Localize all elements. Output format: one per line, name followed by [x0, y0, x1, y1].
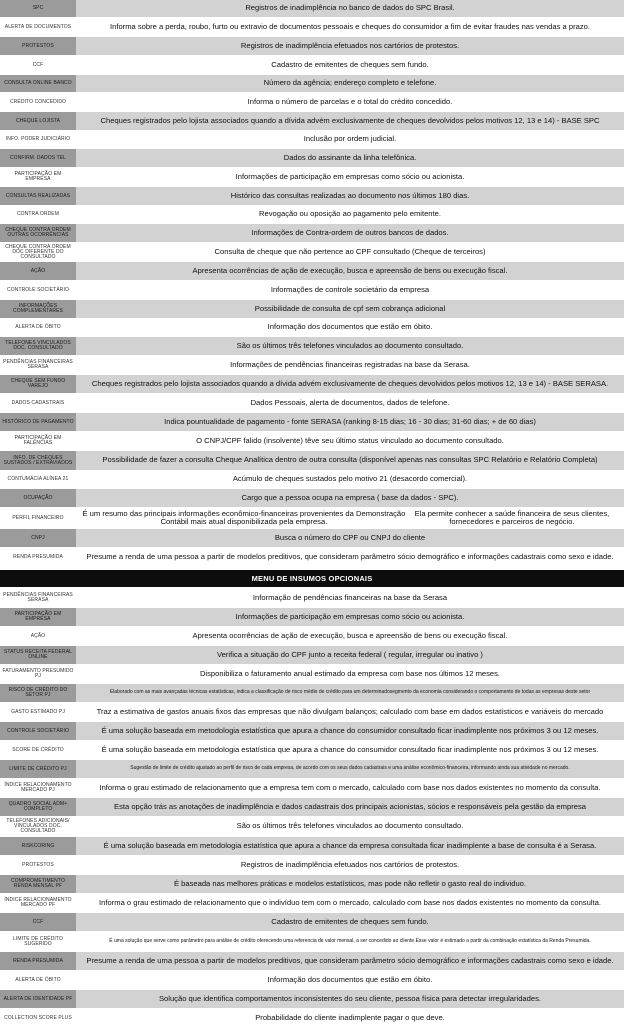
row-label: PARTICIPAÇÃO EM FALÊNCIAS — [0, 432, 76, 450]
row-label: DADOS CADASTRAIS — [0, 394, 76, 412]
description-text: Acúmulo de cheques sustados pelo motivo 21 (desacordo comercial). — [232, 474, 468, 484]
row-description — [76, 971, 624, 989]
table-row — [0, 760, 624, 779]
optional-menu-header: MENU DE INSUMOS OPCIONAIS — [0, 570, 624, 587]
table-row — [0, 131, 624, 149]
row-label: CCF — [0, 913, 76, 931]
description-text: Apresenta ocorrências de ação de execução, busca e apreensão de bens ou execução fiscal. — [192, 265, 508, 275]
row-description — [76, 300, 624, 318]
description-text: Informação de pendências financeiras na base da Serasa — [252, 592, 448, 602]
row-label: RISCO DE CRÉDITO DO SETOR PJ — [0, 684, 76, 702]
optional-inputs-section — [0, 589, 624, 1028]
row-description — [76, 56, 624, 74]
row-label: CHEQUE CONTRA ORDEM DOC DIFERENTE DO CONSULTADO — [0, 243, 76, 261]
row-description — [76, 913, 624, 931]
description-text-line2: Ela permite conhecer a saúde financeira de seus clientes, fornecedores e parceiros de negócio. — [414, 508, 610, 526]
row-description — [76, 703, 624, 721]
table-row — [0, 952, 624, 971]
table-row — [0, 93, 624, 112]
row-label: CONTUMÁCIA ALÍNEA 21 — [0, 471, 76, 488]
table-row — [0, 168, 624, 187]
row-label: STATUS RECEITA FEDERAL ONLINE — [0, 646, 76, 664]
row-description — [76, 894, 624, 912]
table-row — [0, 0, 624, 18]
row-description — [76, 471, 624, 488]
description-text: É uma solução que serve como parâmetro para análise de crédito oferecendo uma referencia de valor mensal, a ser concedido ao cliente. — [109, 937, 416, 944]
description-text: Informações de participação em empresas como sócio ou acionista. — [235, 171, 465, 181]
row-label: INFO. DE CHEQUES SUSTADOS / EXTRAVIADOS — [0, 451, 76, 470]
table-row — [0, 262, 624, 281]
row-label: HISTÓRICO DE PAGAMENTO — [0, 413, 76, 431]
description-text: Apresenta ocorrências de ação de execução, busca e apreensão de bens ou execução fiscal. — [192, 630, 508, 640]
table-row — [0, 894, 624, 913]
row-label: CONTROLE SOCIETÁRIO — [0, 722, 76, 740]
description-text: É uma solução baseada em metodologia estatística que apura a chance do consumidor consultado ficar inadimplente nos próximos 3 ou 12 meses. — [101, 744, 599, 754]
row-label: CONTROLE SOCIETÁRIO — [0, 281, 76, 299]
table-row — [0, 508, 624, 529]
description-text: Busca o número do CPF ou CNPJ do cliente — [274, 532, 426, 542]
row-label: PARTICIPAÇÃO EM EMPRESA — [0, 168, 76, 186]
row-description — [76, 131, 624, 148]
description-text: Informa sobre a perda, roubo, furto ou extravio de documentos pessoais e cheques do consumidor a fim de evitar fraudes nas vendas a prazo. — [110, 21, 590, 31]
row-label: CHEQUE LOJISTA — [0, 112, 76, 130]
description-text: Dados Pessoais, alerta de documentos, dados de telefone. — [250, 397, 450, 407]
row-description — [76, 337, 624, 355]
table-row — [0, 356, 624, 375]
row-label: PROTESTOS — [0, 37, 76, 55]
row-description — [76, 589, 624, 607]
row-description — [76, 168, 624, 186]
row-label: ALERTA DE DOCUMENTOS — [0, 18, 76, 36]
table-row — [0, 817, 624, 837]
table-row — [0, 432, 624, 451]
row-description — [76, 741, 624, 759]
row-description — [76, 548, 624, 566]
row-label: LIMITE DE CRÉDITO SUGERIDO — [0, 932, 76, 951]
description-text: O CNPJ/CPF falido (insolvente) têve seu último status vinculado ao documento consultado. — [196, 435, 504, 445]
table-row — [0, 471, 624, 489]
row-description — [76, 875, 624, 893]
description-text: Informações de pendências financeiras registradas na base da Serasa. — [230, 359, 470, 369]
row-description — [76, 856, 624, 874]
table-row — [0, 932, 624, 952]
row-description — [76, 413, 624, 431]
row-label: CNPJ — [0, 529, 76, 547]
table-row — [0, 798, 624, 817]
description-text: Inclusão por ordem judicial. — [303, 134, 397, 144]
row-description — [76, 817, 624, 836]
row-label: QUADRO SOCIAL ADM+ COMPLETO — [0, 798, 76, 816]
description-text: Indica pountualidade de pagamento - fonte SERASA (ranking 8-15 dias; 16 - 30 dias; 31-60 dias; + de 60 dias) — [164, 416, 536, 426]
row-description — [76, 356, 624, 374]
row-description — [76, 952, 624, 970]
description-text: Informa o número de parcelas e o total do crédito concedido. — [247, 96, 453, 106]
row-label: OCUPAÇÃO — [0, 489, 76, 507]
description-text: Cheques registrados pelo lojista associados quando a dívida advém exclusivamente de cheques devolvidos pelos motivos 12, 13 e 14) - BASE SPC — [100, 115, 600, 125]
description-text: Sugestão de limite de crédito ajustado ao perfil de risco de cada empresa, de acordo com os seus dados cadastrais e uma análise econômico-financeira, informando ainda sua atividade no mercado. — [130, 765, 570, 772]
description-text: Informa o grau estimado de relacionamento que o indivíduo tem com o mercado, calculado com base nos dados existentes no momento da consulta. — [99, 897, 601, 907]
table-row — [0, 281, 624, 300]
row-label: CHEQUE SEM FUNDO VAREJO — [0, 375, 76, 393]
table-row — [0, 529, 624, 548]
table-row — [0, 224, 624, 243]
description-text-line2: segmento da economia considerando o comportamento de todas as empresas deste setor — [389, 689, 591, 696]
row-label: CONTRA ORDEM — [0, 206, 76, 223]
row-label: ALERTA DE IDENTIDADE PF — [0, 990, 76, 1008]
row-label: SPC — [0, 0, 76, 17]
row-description — [76, 432, 624, 450]
description-text: Informação dos documentos que estão em óbito. — [267, 322, 433, 332]
row-label: TELEFONES ADICIONAIS/ VINCULADOS DOC. CONSULTADO — [0, 817, 76, 836]
row-label: SCORE DE CRÉDITO — [0, 741, 76, 759]
table-row — [0, 875, 624, 894]
table-row — [0, 206, 624, 224]
description-text: Probabilidade do cliente inadimplente pagar o que deve. — [255, 1012, 445, 1022]
row-description — [76, 281, 624, 299]
description-text: Presume a renda de uma pessoa a partir de modelos preditivos, que consideram parâmetro sócio demográfico e informações cadastrais como sexo e idade. — [86, 955, 614, 965]
description-text: Traz a estimativa de gastos anuais fixos das empresas que não divulgam balanços; calculado com base em dados estatísticos e variáveis do mercado — [96, 706, 604, 716]
row-label: ALERTA DE ÓBITO — [0, 319, 76, 336]
description-text: Solução que identifica comportamentos inconsistentes do seu cliente, pessoa física para detectar irregularidades. — [158, 993, 542, 1003]
description-text: É baseada nas melhores práticas e modelos estatísticos, mas pode não refletir o gasto real do individuo. — [173, 878, 527, 888]
row-description — [76, 319, 624, 336]
row-description — [76, 990, 624, 1008]
description-text: Disponibiliza o faturamento anual estimado da empresa com base nos últimos 12 meses. — [199, 668, 501, 678]
row-label: INFO. PODER JUDICIÁRIO — [0, 131, 76, 148]
table-row — [0, 375, 624, 394]
table-row — [0, 741, 624, 760]
row-label: CHEQUE CONTRA ORDEM OUTRAS OCORRÊNCIAS — [0, 224, 76, 242]
description-text: Registros de inadimplência no banco de dados do SPC Brasil. — [245, 3, 455, 13]
row-description — [76, 93, 624, 111]
row-description — [76, 489, 624, 507]
description-text: É uma solução baseada em metodologia estatística que apura a chance do consumidor consultado ficar inadimplente nos próximos 3 ou 12 meses. — [101, 725, 599, 735]
table-row — [0, 300, 624, 319]
description-text: Número da agência; endereço completo e telefone. — [263, 78, 437, 88]
row-description — [76, 37, 624, 55]
row-description — [76, 760, 624, 778]
row-description — [76, 1009, 624, 1027]
table-row — [0, 684, 624, 703]
description-text-line2: Esse valor é estimado a partir da combinação estatística da Renda Presumida. — [415, 937, 591, 944]
table-row — [0, 56, 624, 75]
description-text: Histórico das consultas realizadas ao documento nos últimos 180 dias. — [230, 190, 470, 200]
description-text: Informações de controle societário da empresa — [270, 284, 430, 294]
description-text: Verifica a situação do CPF junto a receita federal ( regular, irregular ou inativo ) — [217, 649, 483, 659]
row-label: PENDÊNCIAS FINANCEIRAS SERASA — [0, 356, 76, 374]
description-text: Informa o grau estimado de relacionamento que a empresa tem com o mercado, calculado com base nos dados existentes no momento da consulta. — [99, 782, 601, 792]
row-label: PENDÊNCIAS FINANCEIRAS SERASA — [0, 589, 76, 607]
row-label: AÇÃO — [0, 627, 76, 645]
row-label: CRÉDITO CONCEDIDO — [0, 93, 76, 111]
row-description — [76, 112, 624, 130]
row-description — [76, 684, 624, 702]
description-text: Revogação ou oposição ao pagamento pelo emitente. — [259, 209, 441, 219]
row-description — [76, 394, 624, 412]
table-row — [0, 149, 624, 168]
table-row — [0, 187, 624, 206]
row-description — [76, 262, 624, 280]
row-description — [76, 206, 624, 223]
table-row — [0, 665, 624, 684]
table-row — [0, 394, 624, 413]
row-label: PERFIL FINANCEIRO — [0, 508, 76, 528]
table-row — [0, 779, 624, 798]
description-text: Cadastro de emitentes de cheques sem fundo. — [271, 59, 429, 69]
row-label: CCF — [0, 56, 76, 74]
row-label: COMPROMETIMENTO RENDA MENSAL PF — [0, 875, 76, 893]
table-row — [0, 75, 624, 93]
row-description — [76, 646, 624, 664]
description-text: Registros de inadimplência efetuados nos cartórios de protestos. — [240, 859, 460, 869]
row-label: CONSULTA ONLINE BANCO — [0, 75, 76, 92]
table-row — [0, 627, 624, 646]
row-label: RISKCORING — [0, 837, 76, 855]
row-label: ALERTA DE ÓBITO — [0, 971, 76, 989]
row-description — [76, 608, 624, 626]
table-row — [0, 971, 624, 990]
description-text: São os últimos três telefones vinculados ao documento consultado. — [236, 340, 464, 350]
table-row — [0, 548, 624, 567]
row-label: LIMITE DE CRÉDITO PJ — [0, 760, 76, 778]
table-row — [0, 243, 624, 262]
description-text: Registros de inadimplência efetuados nos cartórios de protestos. — [240, 40, 460, 50]
row-description — [76, 722, 624, 740]
table-row — [0, 18, 624, 37]
table-row — [0, 837, 624, 856]
description-text: Presume a renda de uma pessoa a partir de modelos preditivos, que consideram parâmetro sócio demográfico e informações cadastrais como sexo e idade. — [86, 551, 614, 561]
description-text: Cadastro de emitentes de cheques sem fundo. — [271, 916, 429, 926]
row-description — [76, 932, 624, 951]
row-description — [76, 243, 624, 261]
row-description — [76, 75, 624, 92]
row-description — [76, 149, 624, 167]
row-label: RENDA PRESUMIDA — [0, 952, 76, 970]
row-label: ÍNDICE RELACIONAMENTO MERCADO PF — [0, 894, 76, 912]
description-text: Consulta de cheque que não pertence ao CPF consultado (Cheque de terceiros) — [214, 246, 486, 256]
table-row — [0, 112, 624, 131]
row-label: PROTESTOS — [0, 856, 76, 874]
description-text: Informações de Contra-ordem de outros bancos de dados. — [251, 227, 449, 237]
description-text: Dados do assinante da linha telefônica. — [283, 152, 417, 162]
description-text: É um resumo das principais informações econômico-financeiras provenientes da Demonstração Contábil mais atual disponibilizada pela empresa. — [82, 508, 406, 526]
table-row — [0, 319, 624, 337]
row-description — [76, 187, 624, 205]
description-text: Informação dos documentos que estão em óbito. — [267, 974, 433, 984]
description-text: Possibilidade de consulta de cpf sem cobrança adicional — [254, 303, 446, 313]
row-description — [76, 529, 624, 547]
row-description — [76, 375, 624, 393]
table-row — [0, 37, 624, 56]
table-row — [0, 646, 624, 665]
row-description — [76, 627, 624, 645]
row-label: COLLECTION SCORE PLUS — [0, 1009, 76, 1027]
table-row — [0, 608, 624, 627]
row-label: TELEFONES VINCULADOS DOC. CONSULTADO — [0, 337, 76, 355]
table-row — [0, 703, 624, 722]
row-label: FATURAMENTO PRESUMIDO PJ — [0, 665, 76, 683]
table-row — [0, 1009, 624, 1028]
row-label: PARTICIPAÇÃO EM EMPRESA — [0, 608, 76, 626]
table-row — [0, 451, 624, 471]
description-text: É uma solução baseada em metodologia estatística que apura a chance da empresa consultada ficar inadimplente a base de consulta é a Serasa. — [103, 840, 597, 850]
description-text: Informações de participação em empresas como sócio ou acionista. — [235, 611, 465, 621]
table-row — [0, 413, 624, 432]
table-row — [0, 489, 624, 508]
table-row — [0, 913, 624, 932]
table-row — [0, 722, 624, 741]
row-label: RENDA PRESUMIDA — [0, 548, 76, 566]
description-text: Cargo que a pessoa ocupa na empresa ( base da dados - SPC). — [241, 492, 459, 502]
row-label: GASTO ESTIMADO PJ — [0, 703, 76, 721]
row-description — [76, 18, 624, 36]
table-row — [0, 337, 624, 356]
description-text: Elaborado com as mais avançadas técnicas estatísticas, indica a classificação de risco médio de crédito para um determinado — [109, 689, 390, 696]
table-row — [0, 856, 624, 875]
row-description — [76, 837, 624, 855]
row-description — [76, 451, 624, 470]
table-row — [0, 589, 624, 608]
row-description — [76, 508, 624, 528]
row-label: CONFIRM. DADOS TEL — [0, 149, 76, 167]
row-description — [76, 798, 624, 816]
description-text: Esta opção trás as anotações de inadimplência e dados cadastrais dos principais acionistas, sócios e responsáveis pela gestão da empresa — [114, 801, 586, 811]
row-description — [76, 224, 624, 242]
table-row — [0, 990, 624, 1009]
description-text: São os últimos três telefones vinculados ao documento consultado. — [236, 821, 464, 831]
row-description — [76, 779, 624, 797]
row-label: AÇÃO — [0, 262, 76, 280]
row-description — [76, 665, 624, 683]
row-label: INFORMAÇÕES COMPLEMENTARES — [0, 300, 76, 318]
row-label: CONSULTAS REALIZADAS — [0, 187, 76, 205]
row-label: ÍNDICE RELACIONAMENTO MERCADO PJ — [0, 779, 76, 797]
description-text: Possibilidade de fazer a consulta Cheque Analítica dentro de outra consulta (disponível apenas nas consultas SPC Relatório e Relatório Completa) — [102, 455, 598, 465]
row-description — [76, 0, 624, 17]
description-text: Cheques registrados pelo lojista associados quando a dívida advém exclusivamente de cheques devolvidos pelos motivos 12, 13 e 14) - BASE SERASA. — [91, 378, 609, 388]
